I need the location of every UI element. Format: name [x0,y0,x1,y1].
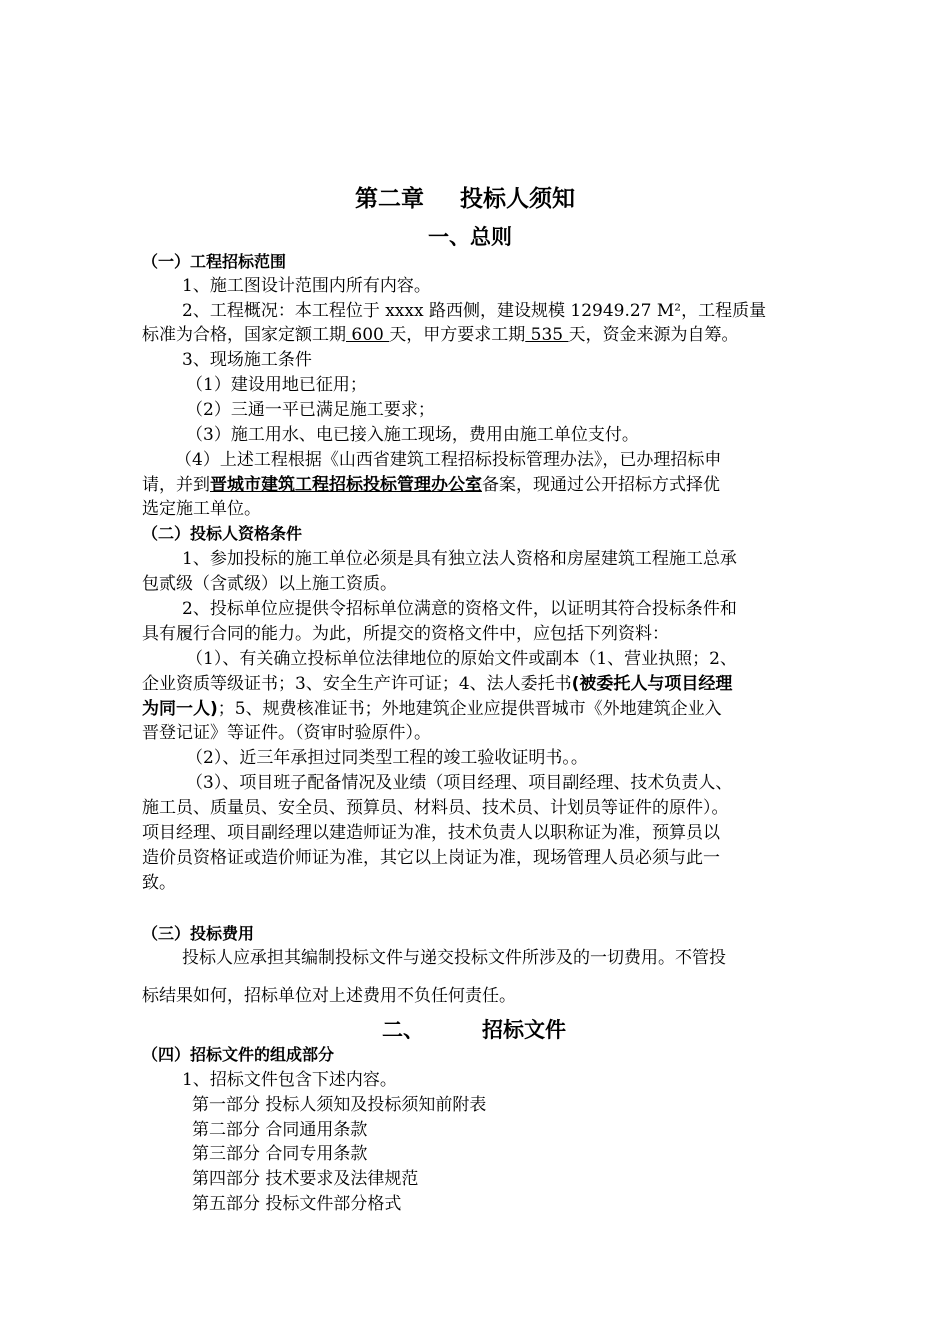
s2-i1-bold2: 为同一人) [142,699,218,719]
s2-i3-line2: 施工员、质量员、安全员、预算员、材料员、技术员、计划员等证件的原件）。 [142,798,729,818]
s1-p3: 3、现场施工条件 [182,350,312,370]
s2-i3-line1: （3）、项目班子配备情况及业绩（项目经理、项目副经理、技术负责人、 [186,773,733,793]
section4-heading: （四）招标文件的组成部分 [142,1045,335,1064]
s1-p1: 1、施工图设计范围内所有内容。 [182,276,431,296]
s1-p2-line1: 2、工程概况：本工程位于 xxxx 路西侧，建设规模 12949.27 M²，工程质量 [182,301,767,321]
part2-heading [382,1016,566,1044]
s4-p1: 1、招标文件包含下述内容。 [182,1070,397,1090]
s1-c4-line1: （4）上述工程根据《山西省建筑工程招标投标管理办法》，已办理招标申 [175,450,722,470]
s1-p2-line2 [142,323,739,347]
section3-heading: （三）投标费用 [142,924,255,943]
section2-heading: （二）投标人资格条件 [142,524,303,543]
list-item: 第一部分 投标人须知及投标须知前附表 [192,1095,487,1115]
s1-c4-line2 [142,473,720,497]
chapter-title [355,184,575,214]
s1-c4-line3: 选定施工单位。 [142,499,261,519]
s2-i3-line5: 致。 [142,873,176,893]
s3-line1: 投标人应承担其编制投标文件与递交投标文件所涉及的一切费用。不管投 [182,948,726,968]
s1-p2-text2: 天，甲方要求工期 [389,325,526,345]
s2-p1-line2: 包贰级（含贰级）以上施工资质。 [142,574,397,594]
s2-i1-line3 [142,697,722,721]
s1-c4-text2: 备案，现通过公开招标方式择优 [482,475,720,495]
s1-c1: （1）建设用地已征用； [186,375,367,395]
s2-i1-bold: (被委托人与项目经理 [571,674,733,694]
s1-c4-text: 请，并到 [142,475,210,495]
list-item: 第四部分 技术要求及法律规范 [192,1169,419,1189]
tender-office-name: 晋城市建筑工程招标投标管理办公室 [210,475,482,495]
s2-i1-line2 [142,672,732,696]
list-item: 第三部分 合同专用条款 [192,1144,368,1164]
list-item: 第二部分 合同通用条款 [192,1120,368,1140]
statutory-duration: 600 [346,325,390,345]
s2-i1-line1: （1）、有关确立投标单位法律地位的原始文件或副本（1、营业执照；2、 [186,649,737,669]
s1-c3: （3）施工用水、电已接入施工现场，费用由施工单位支付。 [186,425,639,445]
s2-i2: （2）、近三年承担过同类型工程的竣工验收证明书。。 [186,748,588,768]
s2-i1-text: 企业资质等级证书；3、安全生产许可证；4、法人委托书 [142,674,572,694]
s2-i3-line4: 造价员资格证或造价师证为准，其它以上岗证为准，现场管理人员必须与此一 [142,848,720,868]
s1-p2-text3: 天，资金来源为自筹。 [568,325,739,345]
part1-heading: 一、总则 [428,225,512,249]
part2-name: 招标文件 [482,1018,566,1042]
s1-c2: （2）三通一平已满足施工要求； [186,400,435,420]
s2-i1-line4: 晋登记证》等证件。（资审时验原件）。 [142,723,431,743]
section1-heading: （一）工程招标范围 [142,252,287,271]
s3-line2: 标结果如何，招标单位对上述费用不负任何责任。 [142,986,516,1006]
required-duration: 535 [525,325,569,345]
s1-p2-text: 标准为合格，国家定额工期 [142,325,346,345]
list-item: 第五部分 投标文件部分格式 [192,1194,402,1214]
s2-p2-line1: 2、投标单位应提供令招标单位满意的资格文件，以证明其符合投标条件和 [182,599,737,619]
s2-i3-line3: 项目经理、项目副经理以建造师证为准，技术负责人以职称证为准，预算员以 [142,823,720,843]
s2-p2-line2: 具有履行合同的能力。为此，所提交的资格文件中，应包括下列资料： [142,624,669,644]
chapter-number: 第二章 [355,186,424,212]
part2-number: 二、 [382,1018,424,1042]
s2-p1-line1: 1、参加投标的施工单位必须是具有独立法人资格和房屋建筑工程施工总承 [182,549,737,569]
chapter-name: 投标人须知 [460,186,575,212]
s2-i1-text2: ；5、规费核准证书；外地建筑企业应提供晋城市《外地建筑企业入 [217,699,722,719]
